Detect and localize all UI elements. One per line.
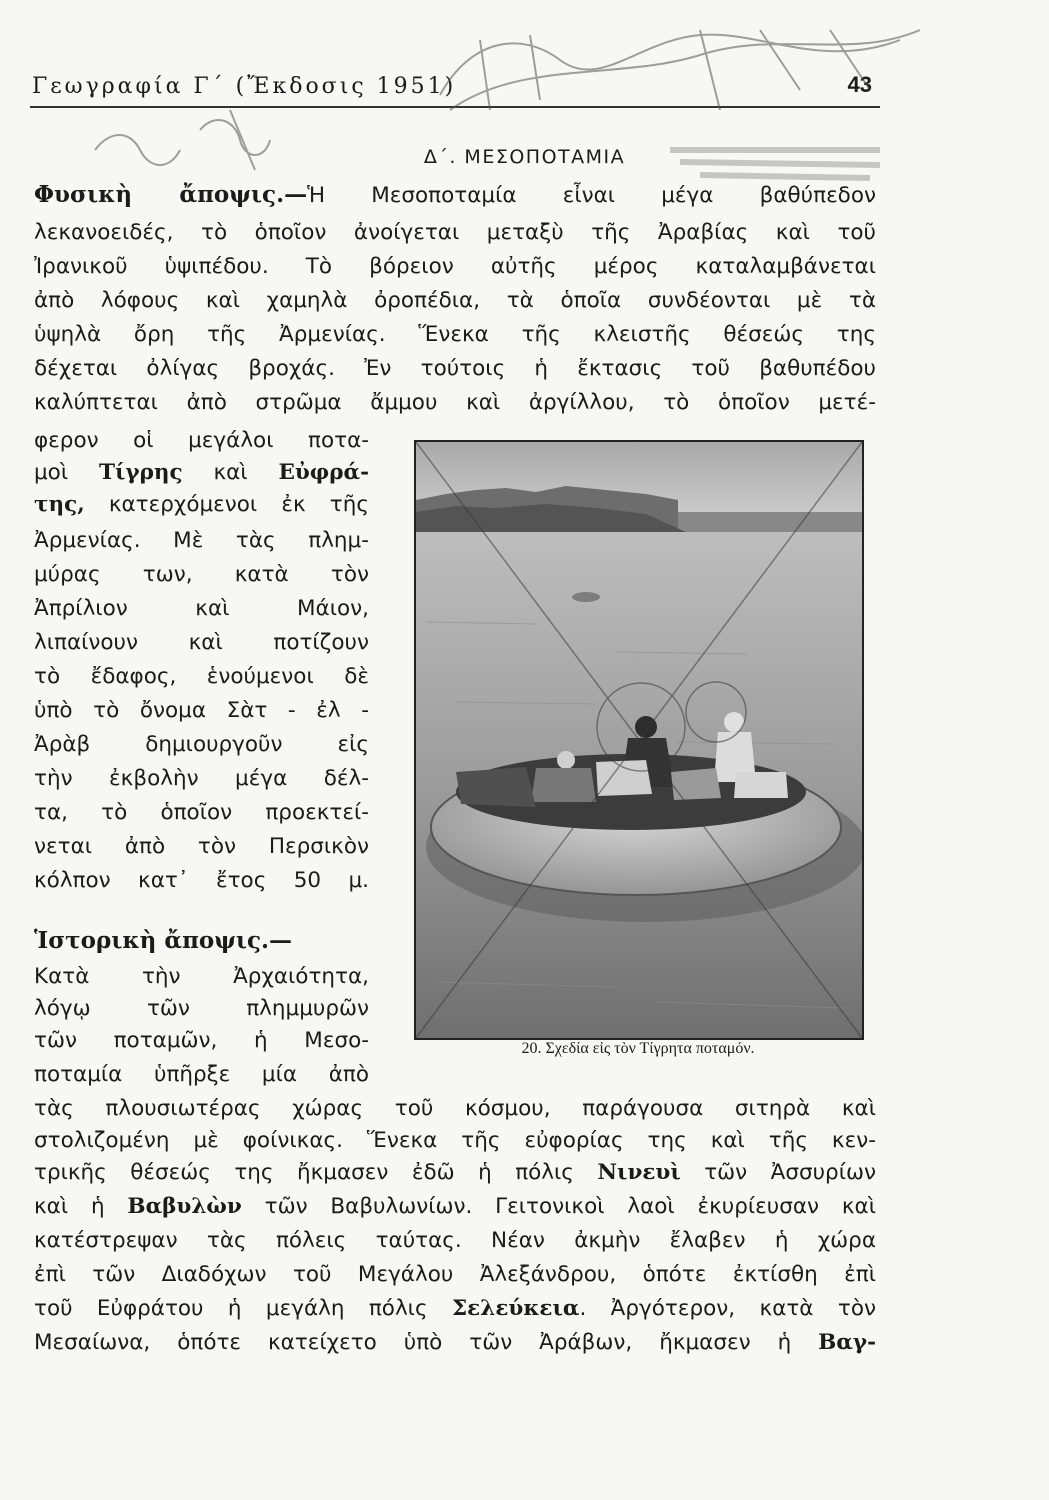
euphrates-name: Εὐφρά-: [278, 460, 369, 485]
paragraph-line: Κατὰ τὴν Ἀρχαιότητα,: [34, 964, 369, 989]
paragraph-line: τῶν ποταμῶν, ἡ Μεσο-: [34, 1028, 369, 1053]
paragraph-line: ὑπὸ τὸ ὄνομα Σὰτ - ἐλ -: [34, 698, 369, 723]
paragraph-line: ὑψηλὰ ὄρη τῆς Ἀρμενίας. Ἕνεκα τῆς κλειστῆς θέσεώς της: [34, 322, 876, 347]
paragraph-line: κόλπον κατ᾽ ἔτος 50 μ.: [34, 868, 369, 893]
babylon-name: Βαβυλὼν: [127, 1194, 242, 1219]
historical-heading-line: [34, 926, 369, 957]
paragraph-line: λόγῳ τῶν πλημμυρῶν: [34, 996, 369, 1021]
paragraph-line: τὰς πλουσιωτέρας χώρας τοῦ κόσμου, παράγουσα σιτηρὰ καὶ: [34, 1096, 876, 1121]
paragraph-line: τοῦ Εὐφράτου ἡ μεγάλη πόλις Σελεύκεια. Ἀργότερον, κατὰ τὸν: [34, 1296, 876, 1321]
nineveh-name: Νινευὶ: [597, 1160, 681, 1185]
paragraph-line: φερον οἱ μεγάλοι ποτα-: [34, 428, 369, 453]
paragraph-line: τὴν ἐκβολὴν μέγα δέλ-: [34, 766, 369, 791]
paragraph-line: Ἀρμενίας. Μὲ τὰς πλημ-: [34, 528, 369, 553]
paragraph-line: λεκανοειδές, τὸ ὁποῖον ἀνοίγεται μεταξὺ τῆς Ἀραβίας καὶ τοῦ: [34, 220, 876, 245]
seleucia-name: Σελεύκεια: [451, 1296, 580, 1321]
paragraph-line: κατέστρεψαν τὰς πόλεις ταύτας. Νέαν ἀκμὴν ἔλαβεν ἡ χώρα: [34, 1228, 876, 1253]
baghdad-name: Βαγ-: [818, 1330, 876, 1355]
paragraph-line: ἐπὶ τῶν Διαδόχων τοῦ Μεγάλου Ἀλεξάνδρου, ὁπότε ἐκτίσθη ἐπὶ: [34, 1262, 876, 1287]
paragraph-line: Μεσαίωνα, ὁπότε κατείχετο ὑπὸ τῶν Ἀράβων, ἤκμασεν ἡ Βαγ-: [34, 1330, 876, 1355]
paragraph-line: ἀπὸ λόφους καὶ χαμηλὰ ὀροπέδια, τὰ ὁποῖα συνδέονται μὲ τὰ: [34, 288, 876, 313]
raft-photo: [414, 440, 864, 1040]
paragraph-line: νεται ἀπὸ τὸν Περσικὸν: [34, 834, 369, 859]
page-number: 43: [847, 72, 872, 97]
paragraph-line: μύρας των, κατὰ τὸν: [34, 562, 369, 587]
section-title: Δ΄. ΜΕΣΟΠΟΤΑΜΙΑ: [423, 146, 626, 168]
small-boat: [572, 592, 600, 602]
paragraph-line: μοὶ Τίγρης καὶ Εὐφρά-: [34, 460, 369, 485]
paragraph-line: της, κατερχόμενοι ἐκ τῆς: [34, 492, 369, 517]
figure-caption: 20. Σχεδία εἰς τὸν Τίγρητα ποταμόν.: [521, 1040, 755, 1057]
paragraph-line: τα, τὸ ὁποῖον προεκτεί-: [34, 800, 369, 825]
paragraph-line: Φυσικὴ ἄποψις.—Ἡ Μεσοποταμία εἶναι μέγα βαθύπεδον: [34, 181, 877, 208]
paragraph-line: Ἰρανικοῦ ὑψιπέδου. Τὸ βόρειον αὐτῆς μέρος καταλαμβάνεται: [34, 254, 876, 279]
paragraph-line: τὸ ἔδαφος, ἑνούμενοι δὲ: [34, 664, 369, 689]
paragraph-line: ποταμία ὑπῆρξε μία ἀπὸ: [34, 1062, 369, 1087]
historical-heading: Ἱστορικὴ ἄποψις.—: [34, 927, 293, 954]
paragraph-line: στολιζομένη μὲ φοίνικας. Ἕνεκα τῆς εὐφορίας της καὶ τῆς κεν-: [34, 1128, 876, 1153]
running-head: Γεωγραφία Γ΄ (Ἔκδοσις 1951): [32, 74, 457, 99]
page-header: [30, 70, 880, 108]
paragraph-line: καὶ ἡ Βαβυλὼν τῶν Βαβυλωνίων. Γειτονικοὶ λαοὶ ἐκυρίευσαν καὶ: [34, 1194, 876, 1219]
paragraph-line: καλύπτεται ἀπὸ στρῶμα ἄμμου καὶ ἀργίλλου, τὸ ὁποῖον μετέ-: [34, 390, 876, 415]
paragraph-line: λιπαίνουν καὶ ποτίζουν: [34, 630, 369, 655]
tigris-name: Τίγρης: [98, 460, 183, 485]
paragraph-line: δέχεται ὀλίγας βροχάς. Ἐν τούτοις ἡ ἔκτασις τοῦ βαθυπέδου: [34, 356, 876, 381]
paragraph-line: Ἀρὰβ δημιουργοῦν εἰς: [34, 732, 369, 757]
paragraph-line: Ἀπρίλιον καὶ Μάιον,: [34, 596, 369, 621]
physical-heading: Φυσικὴ ἄποψις.—: [34, 181, 308, 208]
raft-photo-illustration: [416, 442, 862, 1038]
paragraph-line: τρικῆς θέσεώς της ἤκμασεν ἐδῶ ἡ πόλις Νινευὶ τῶν Ἀσσυρίων: [34, 1160, 876, 1185]
